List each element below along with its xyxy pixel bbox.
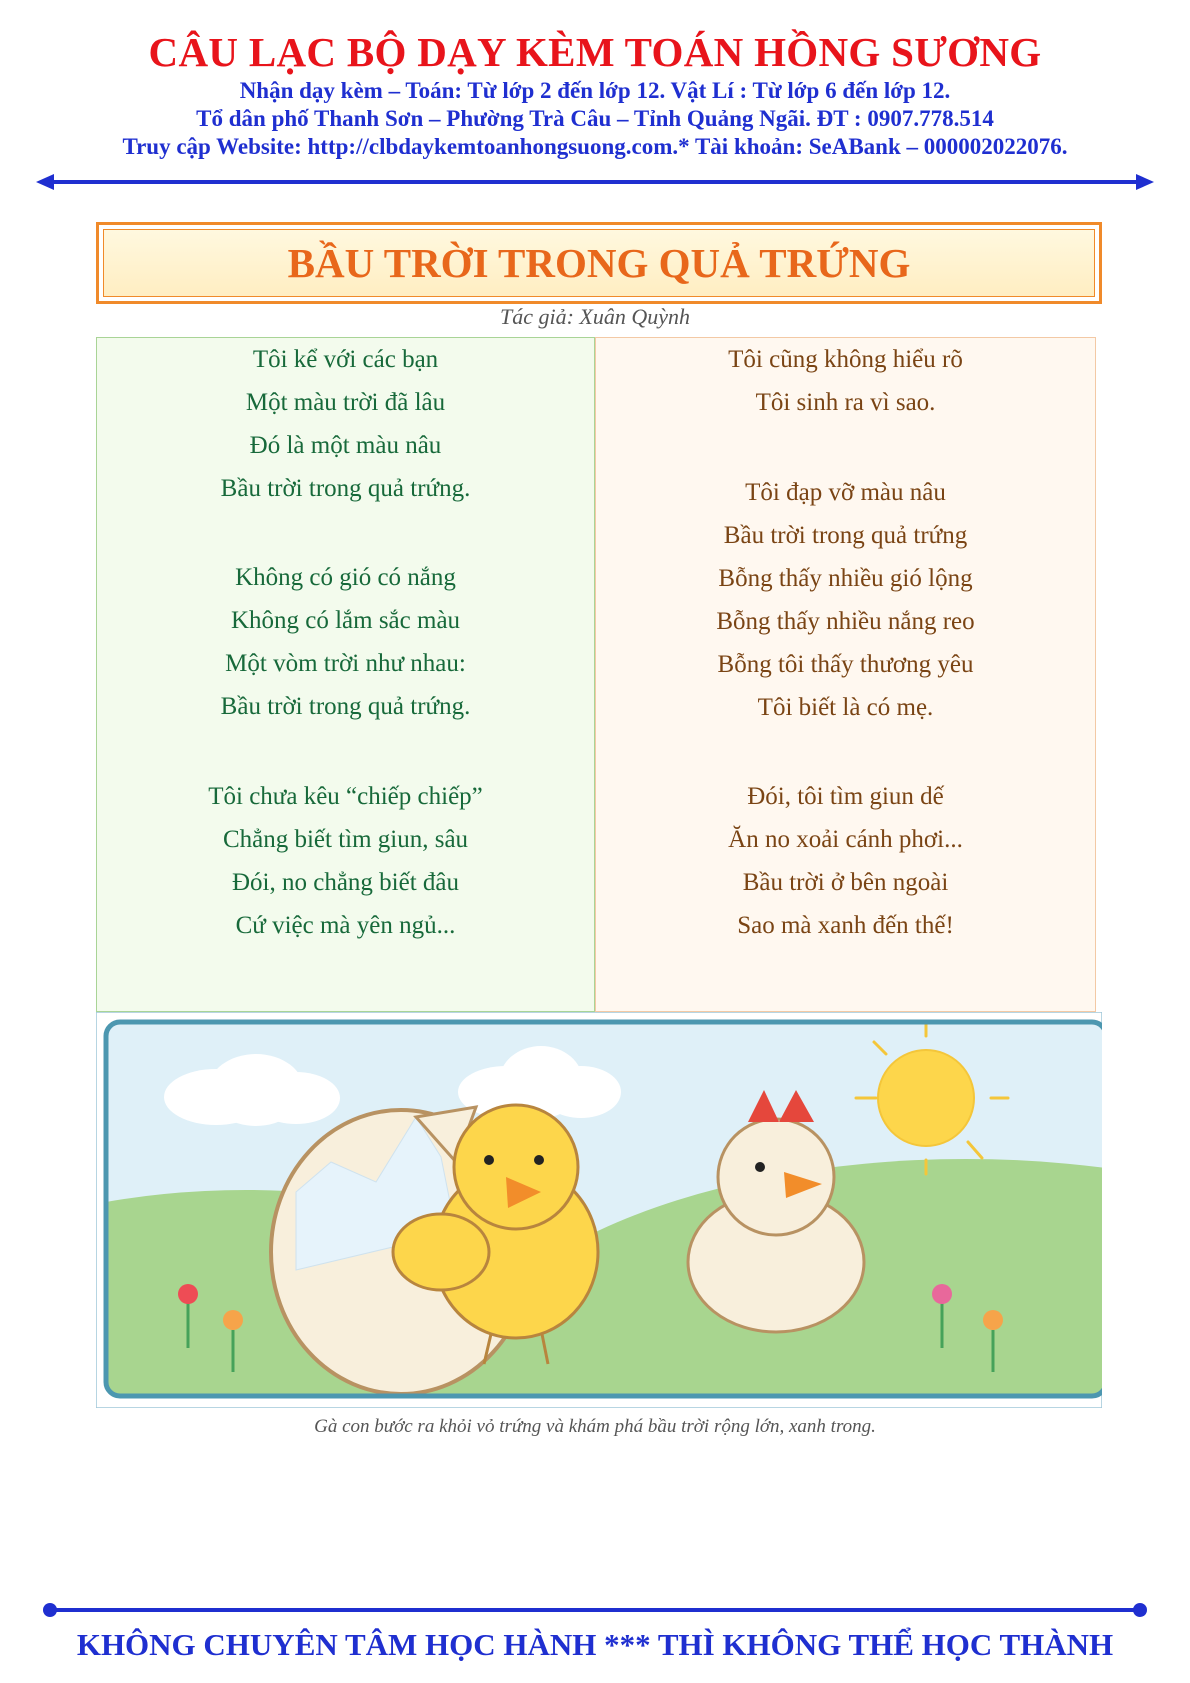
verse-line: Không có gió có nắng (235, 564, 456, 591)
verse-line: Đói, no chẳng biết đâu (231, 869, 460, 896)
poem-author: Tác giả: Xuân Quỳnh (499, 304, 691, 329)
poem-left-column (96, 337, 595, 1012)
verse-line: Tôi kể với các bạn (252, 346, 439, 373)
header-double-arrow (36, 172, 1154, 192)
poem-right-column (595, 337, 1096, 1012)
verse-line: Tôi biết là có mẹ. (757, 694, 934, 721)
header-tutoring-info: Nhận dạy kèm – Toán: Từ lớp 2 đến lớp 12. Vật Lí : Từ lớp 6 đến lớp 12. (239, 78, 951, 103)
verse-line: Đó là một màu nâu (249, 432, 442, 459)
verse-line: Bầu trời trong quả trứng. (220, 693, 471, 720)
verse-line: Bỗng thấy nhiều nắng reo (716, 608, 975, 635)
verse-line: Đói, tôi tìm giun dế (747, 783, 944, 810)
verse-line: Không có lắm sắc màu (230, 607, 461, 634)
footer-line (42, 1602, 1148, 1618)
illustration-caption: Gà con bước ra khỏi vỏ trứng và khám phá bầu trời rộng lớn, xanh trong. (314, 1416, 876, 1437)
verse-line: Cứ việc mà yên ngủ... (235, 912, 456, 939)
verse-line: Bỗng thấy nhiều gió lộng (718, 565, 973, 592)
poem-title-box (96, 222, 1102, 304)
poem-columns (96, 337, 1096, 1012)
poem-title: BẦU TRỜI TRONG QUẢ TRỨNG (103, 229, 1095, 297)
footer-motto: KHÔNG CHUYÊN TÂM HỌC HÀNH *** THÌ KHÔNG THỂ HỌC THÀNH (76, 1627, 1114, 1662)
chick-illustration (96, 1012, 1102, 1408)
verse-line: Bầu trời ở bên ngoài (742, 869, 949, 896)
verse-line: Tôi chưa kêu “chiếp chiếp” (208, 783, 483, 810)
verse-line: Bầu trời trong quả trứng (723, 522, 968, 549)
header-address: Tổ dân phố Thanh Sơn – Phường Trà Câu – Tỉnh Quảng Ngãi. ĐT : 0907.778.514 (196, 106, 994, 131)
verse-line: Bỗng tôi thấy thương yêu (717, 651, 974, 678)
club-title: CÂU LẠC BỘ DẠY KÈM TOÁN HỒNG SƯƠNG (148, 29, 1042, 75)
verse-line: Một vòm trời như nhau: (225, 650, 466, 677)
verse-line: Chẳng biết tìm giun, sâu (222, 826, 469, 853)
verse-line: Bầu trời trong quả trứng. (220, 475, 471, 502)
verse-line: Tôi sinh ra vì sao. (755, 389, 936, 416)
header-website-account: Truy cập Website: http://clbdaykemtoanhongsuong.com.* Tài khoản: SeABank – 000002022076. (122, 134, 1068, 159)
verse-line: Tôi đạp vỡ màu nâu (745, 479, 946, 506)
verse-line: Ăn no xoải cánh phơi... (728, 826, 963, 853)
verse-line: Sao mà xanh đến thế! (737, 912, 954, 939)
verse-line: Tôi cũng không hiểu rõ (728, 346, 963, 373)
verse-line: Một màu trời đã lâu (245, 389, 446, 416)
